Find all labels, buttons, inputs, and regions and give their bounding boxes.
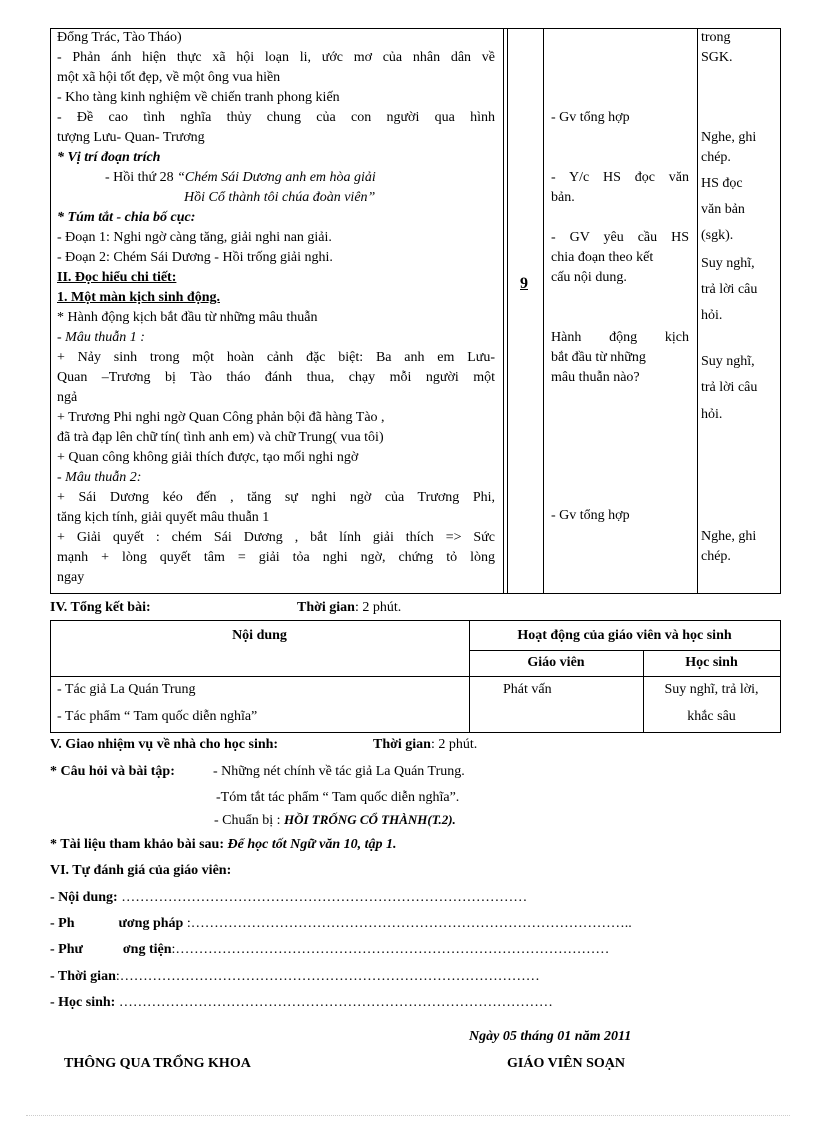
sub-heading: - Mâu thuẫn 2: bbox=[57, 470, 142, 485]
section-heading: * Túm tắt - chia bố cục: bbox=[57, 210, 196, 225]
chapter-title-2: Hồi Cổ thành tôi chúa đoàn viên” bbox=[184, 190, 376, 205]
content-line: mạnh + lòng quyết tâm = giải tỏa nghi ngờ, chứng tỏ lòng bbox=[57, 550, 495, 565]
teacher-activity: - Gv tổng hợp bbox=[551, 508, 630, 523]
teacher-activity: bản. bbox=[551, 190, 575, 205]
section-6-title: VI. Tự đánh giá của giáo viên: bbox=[50, 863, 232, 878]
content-line: Đổng Trác, Tào Tháo) bbox=[57, 30, 182, 45]
prepare-value: HỒI TRỐNG CỔ THÀNH(T.2). bbox=[284, 812, 456, 827]
student-activity: trả lời câu bbox=[701, 380, 758, 395]
student-activity: hỏi. bbox=[701, 407, 723, 422]
section-5-time bbox=[373, 735, 477, 755]
teacher-activity: Hành động kịch bbox=[551, 330, 689, 345]
student-activity: Suy nghĩ, bbox=[701, 354, 755, 369]
teacher-activity: cấu nội dung. bbox=[551, 270, 627, 285]
prepare-label: - Chuẩn bị : bbox=[214, 813, 281, 828]
chapter-title-1: “Chém Sái Dương anh em hòa giải bbox=[177, 170, 376, 185]
reference-value: Để học tốt Ngữ văn 10, tập 1. bbox=[227, 837, 397, 852]
content-line: một xã hội tốt đẹp, về một ông vua hiền bbox=[57, 70, 281, 85]
section-heading: 1. Một màn kịch sinh động. bbox=[57, 290, 220, 305]
content-line bbox=[105, 168, 376, 188]
teacher-cell: Phát vấn bbox=[503, 682, 552, 697]
sub-heading: - Mâu thuẫn 1 : bbox=[57, 330, 145, 345]
header-content: Nội dung bbox=[232, 628, 287, 643]
teacher-activity: bắt đầu từ những bbox=[551, 350, 646, 365]
student-activity: trả lời câu bbox=[701, 282, 758, 297]
content-line: + Giải quyết : chém Sái Dương , bắt lính giải thích => Sức bbox=[57, 530, 495, 545]
section-5-title: V. Giao nhiệm vụ về nhà cho học sinh: bbox=[50, 737, 279, 752]
eval-label-cont: ơng tiện bbox=[122, 942, 172, 957]
content-line: + Nảy sinh trong một hoàn cảnh đặc biệt: Ba anh em Lưu- bbox=[57, 350, 495, 365]
eval-label: - Thời gian bbox=[50, 969, 116, 984]
eval-dots: :……………………………………………………………………………… bbox=[115, 969, 540, 984]
content-line: ngay bbox=[57, 570, 85, 585]
table-row: - Tác phẩm “ Tam quốc diễn nghĩa” bbox=[57, 709, 258, 724]
evaluation-item bbox=[50, 993, 553, 1013]
content-line: ngả bbox=[57, 390, 78, 405]
content-line: - Đoạn 2: Chém Sái Dương - Hồi trống giải nghi. bbox=[57, 250, 333, 265]
content-line: + Trương Phi nghi ngờ Quan Công phản bội đã hàng Tào , bbox=[57, 410, 385, 425]
header-teacher: Giáo viên bbox=[527, 655, 585, 670]
eval-dots: :………………………………………………………………………………… bbox=[171, 942, 610, 957]
content-line: + Quan công không giải thích được, tạo mối nghi ngờ bbox=[57, 450, 359, 465]
evaluation-item bbox=[50, 967, 540, 987]
student-activity: Suy nghĩ, bbox=[701, 256, 755, 271]
reference-label: * Tài liệu tham khảo bài sau: bbox=[50, 837, 225, 852]
prepare-line bbox=[214, 810, 456, 831]
question-item: -Tóm tắt tác phẩm “ Tam quốc diễn nghĩa”. bbox=[216, 790, 460, 805]
chapter-label: - Hồi thứ 28 bbox=[105, 170, 174, 185]
student-activity: (sgk). bbox=[701, 228, 734, 243]
content-line: - Phản ánh hiện thực xã hội loạn li, ước mơ của nhân dân về bbox=[57, 50, 495, 65]
eval-label: - Học sinh: bbox=[50, 995, 116, 1010]
eval-dots: :………………………………………………………………………………….. bbox=[186, 916, 632, 931]
time-label: Thời gian bbox=[297, 600, 355, 615]
student-activity: HS đọc bbox=[701, 176, 743, 191]
section-4-time bbox=[297, 598, 401, 618]
content-line: - Đề cao tình nghĩa thủy chung của con người qua hình bbox=[57, 110, 495, 125]
evaluation-item bbox=[50, 940, 609, 960]
header-student: Học sinh bbox=[685, 655, 738, 670]
section-4-title: IV. Tổng kết bài: bbox=[50, 600, 151, 615]
question-item: - Những nét chính về tác giả La Quán Trung. bbox=[213, 764, 465, 779]
student-activity: SGK. bbox=[701, 50, 733, 65]
evaluation-item bbox=[50, 914, 632, 934]
table-row: - Tác giả La Quán Trung bbox=[57, 682, 196, 697]
eval-dots: ………………………………………………………………………………… bbox=[118, 995, 553, 1010]
evaluation-item bbox=[50, 888, 527, 908]
teacher-activity: - Gv tổng hợp bbox=[551, 110, 630, 125]
eval-label: - Ph bbox=[50, 916, 75, 931]
student-activity: hỏi. bbox=[701, 308, 723, 323]
student-activity: Nghe, ghi bbox=[701, 130, 757, 145]
content-line: * Hành động kịch bắt đầu từ những mâu thuẫn bbox=[57, 310, 318, 325]
time-value: : 2 phút. bbox=[430, 737, 478, 752]
eval-dots: …………………………………………………………………………… bbox=[121, 890, 528, 905]
section-heading: * Vị trí đoạn trích bbox=[57, 150, 161, 165]
student-cell: Suy nghĩ, trả lời, bbox=[664, 682, 759, 697]
student-activity: văn bản bbox=[701, 202, 745, 217]
section-heading: II. Đọc hiểu chi tiết: bbox=[57, 270, 177, 285]
content-line: - Kho tàng kinh nghiệm về chiến tranh phong kiến bbox=[57, 90, 340, 105]
content-line: Quan –Trương bị Tào tháo đánh thua, chạy mỗi người một bbox=[57, 370, 495, 385]
reference-line bbox=[50, 835, 397, 855]
student-activity: trong bbox=[701, 30, 731, 45]
teacher-activity: mâu thuẫn nào? bbox=[551, 370, 640, 385]
header-activity: Hoạt động của giáo viên và học sinh bbox=[517, 628, 732, 643]
student-activity: Nghe, ghi bbox=[701, 529, 757, 544]
content-line: đã trà đạp lên chữ tín( tình anh em) và chữ Trung( vua tôi) bbox=[57, 430, 384, 445]
eval-label: - Phư bbox=[50, 942, 83, 957]
questions-label: * Câu hỏi và bài tập: bbox=[50, 764, 175, 779]
content-line: tượng Lưu- Quan- Trương bbox=[57, 130, 205, 145]
eval-label: - Nội dung: bbox=[50, 890, 118, 905]
content-line: tăng kịch tính, giải quyết mâu thuẫn 1 bbox=[57, 510, 270, 525]
time-label: Thời gian bbox=[373, 737, 431, 752]
content-line: - Đoạn 1: Nghi ngờ càng tăng, giải nghi nan giải. bbox=[57, 230, 332, 245]
teacher-activity: - Y/c HS đọc văn bbox=[551, 170, 689, 185]
page-edge bbox=[26, 1115, 790, 1116]
date-line: Ngày 05 tháng 01 năm 2011 bbox=[469, 1029, 632, 1044]
student-cell: khắc sâu bbox=[687, 709, 736, 724]
teacher-signature: GIÁO VIÊN SOẠN bbox=[507, 1056, 625, 1071]
time-value: : 2 phút. bbox=[354, 600, 402, 615]
teacher-activity: - GV yêu cầu HS bbox=[551, 230, 689, 245]
content-line: + Sái Dương kéo đến , tăng sự nghi ngờ của Trương Phi, bbox=[57, 490, 495, 505]
approval-signature: THÔNG QUA TRỔNG KHOA bbox=[64, 1056, 251, 1071]
eval-label-cont: ương pháp bbox=[118, 916, 184, 931]
time-value: 9 bbox=[520, 275, 528, 292]
student-activity: chép. bbox=[701, 150, 731, 165]
student-activity: chép. bbox=[701, 549, 731, 564]
teacher-activity: chia đoạn theo kết bbox=[551, 250, 654, 265]
